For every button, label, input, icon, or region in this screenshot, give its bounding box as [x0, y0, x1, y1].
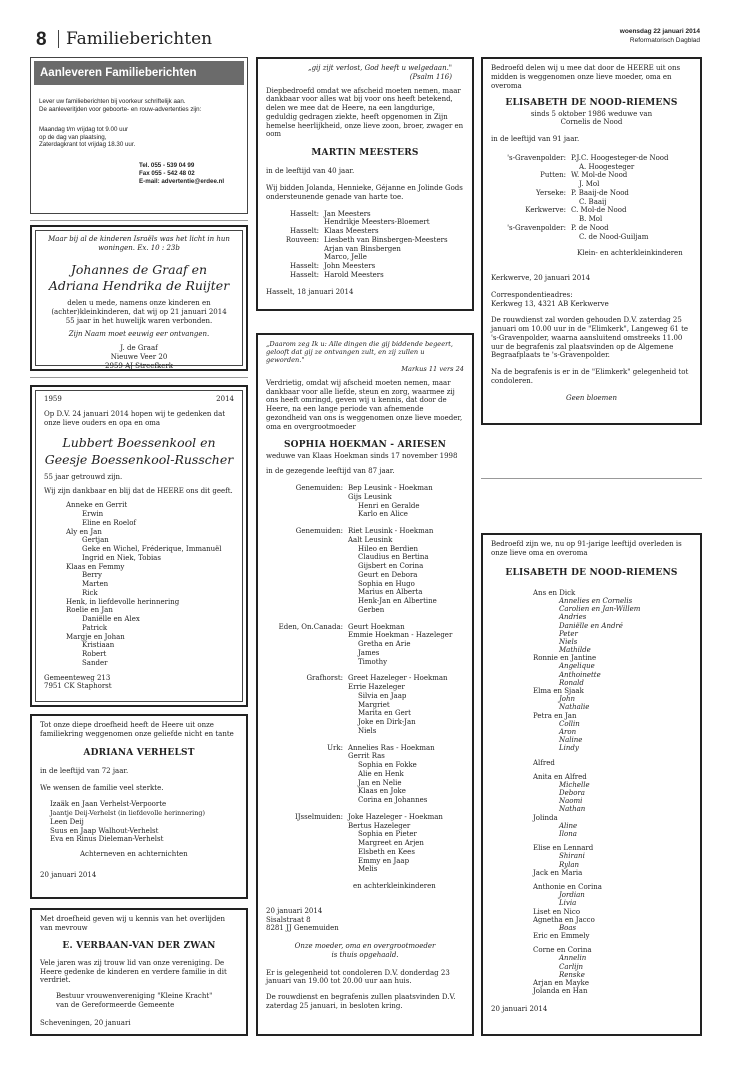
announcement-text: delen u mede, namens onze kinderen en [67, 299, 211, 307]
family-member: Geurt en Debora [358, 570, 418, 579]
couple-name: Adriana Hendrika de Ruijter [48, 277, 230, 293]
family-member: Joke en Dirk-Jan [358, 718, 416, 727]
family-member: Margriet [358, 700, 390, 709]
family-place: Hasselt: [289, 270, 319, 279]
grandkids-text: Klein- en achterkleinkinderen [577, 249, 683, 258]
family-member: P.J.C. Hoogesteger-de Nood [571, 153, 669, 162]
family-line: Suus en Jaap Walhout-Verhelst [50, 826, 159, 835]
family-place: Yerseke: [536, 188, 566, 197]
family-line: Leen Deij [50, 817, 84, 826]
family-member: Gretha en Arie [358, 640, 411, 649]
divider [30, 220, 248, 221]
family-place: 's-Gravenpolder: [507, 223, 566, 232]
family-member: Niels [559, 637, 578, 646]
address: 8281 JJ Genemuiden [266, 924, 339, 933]
place-date: Kerkwerve, 20 januari 2014 [491, 274, 591, 282]
phone: Tel. 055 - 539 04 99 [139, 162, 195, 170]
family-member: Marius en Alberta [358, 588, 423, 597]
family-member: Carlijn [559, 962, 584, 971]
family-place: Eden, On.Canada: [278, 622, 343, 631]
family-member: Renske [559, 970, 585, 979]
family-line: Ingrid en Niek, Tobias [82, 553, 161, 562]
after-text: Na de begrafenis is er in de "Elimkerk" gelegenheid tot condoleren. [491, 368, 689, 385]
family-member: Klaas Meesters [324, 227, 379, 235]
family-member: Geurt Hoekman [348, 622, 405, 631]
family-names [348, 527, 464, 615]
family-list [266, 210, 464, 280]
motto: is thuis opgehaald. [331, 950, 399, 959]
family-names [324, 227, 464, 236]
family-line: Margje en Johan [66, 632, 125, 641]
family-names [571, 171, 692, 189]
intro-text: Tot onze diepe droefheid heeft de Heere uit onze familiekring weggenomen onze geliefde nicht en tante [40, 721, 234, 738]
deceased-name: ADRIANA VERHELST [83, 747, 195, 758]
family-place: 's-Gravenpolder: [507, 153, 566, 162]
deceased-name: MARTIN MEESTERS [311, 148, 419, 158]
date: 20 januari 2014 [40, 870, 97, 879]
family-member: Ilona [559, 830, 577, 838]
family-member: Errie Hazeleger [348, 683, 405, 692]
family-member: Marita en Gert [358, 709, 411, 718]
family-member: J. Mol [579, 180, 600, 188]
family-member: Lindy [559, 744, 579, 753]
family-member: Claudius en Bertina [358, 553, 429, 562]
submission-hours: Maandag t/m vrijdag tot 9.00 uur [39, 125, 129, 133]
family-member: Debora [559, 789, 585, 798]
family-group [266, 484, 464, 519]
family-member: Corne en Corina [533, 946, 592, 955]
family-group [491, 154, 692, 172]
family-line: Henk, in liefdevolle herinnering [66, 597, 180, 606]
family-place: Hasselt: [289, 209, 319, 218]
family-group [266, 236, 464, 262]
family-line-text: Jaantje Deij-Verhelst (in liefdevolle herinnering) [50, 809, 205, 817]
funeral-text: De rouwdienst en begrafenis zullen plaatsvinden D.V. zaterdag 25 januari, in besloten kring. [266, 993, 456, 1010]
family-member: Ans en Dick [533, 588, 576, 597]
family-line [50, 809, 238, 818]
deceased-name: SOPHIA HOEKMAN - ARIESEN [283, 440, 447, 451]
family-member: Gijs Leusink [348, 492, 392, 501]
family-line: Daniëlle en Alex [82, 615, 140, 623]
body-text: Verdrietig, omdat wij afscheid moeten nemen, maar dankbaar voor alle liefde, steun en zorg, waarmee zij ons heeft omringd, geven wij u kennis, dat door de Heere, na een lange periode van afnemende gezondheid van ons is weggenomen onze lieve moeder, oma en overgrootmoeder [266, 378, 463, 431]
family-member: Shirani [559, 852, 585, 861]
family-group [491, 224, 692, 242]
announcement-text: Op D.V. 24 januari 2014 hopen wij te gedenken dat onze lieve ouders en opa en oma [44, 409, 226, 427]
family-member: Collin [559, 719, 580, 728]
family-group [491, 206, 692, 224]
family-member: Gerrit Ras [348, 752, 385, 761]
submission-hours: Zaterdagkrant tot vrijdag 18.30 uur. [39, 141, 136, 149]
family-line: Achterneven en achternichten [80, 850, 188, 858]
deceased-name: E. VERBAAN-VAN DER ZWAN [62, 940, 216, 951]
family-member: Liset en Nico [533, 907, 581, 916]
signature: J. de Graaf [120, 344, 158, 352]
announcement-text: 55 jaar in het huwelijk waren verbonden. [65, 316, 213, 325]
family-member: Corina en Johannes [358, 796, 428, 805]
family-names [348, 484, 464, 519]
couple-name: Johannes de Graaf en [70, 261, 208, 277]
date: 20 januari 2014 [491, 1005, 548, 1014]
family-member: Eric en Emmely [533, 932, 590, 941]
family-group [266, 674, 464, 735]
widow-text: Cornelis de Nood [560, 118, 623, 127]
family-member: Gerben [358, 605, 385, 614]
bible-ref: Markus 11 vers 24 [401, 364, 464, 373]
family-member: John [559, 695, 576, 704]
family-member: Sophia en Pieter [358, 830, 417, 839]
family-member: Aron [559, 727, 577, 736]
age-text: in de leeftijd van 91 jaar. [491, 135, 580, 143]
family-member: P. Baaij-de Nood [571, 188, 629, 197]
family-place: Grafhorst: [306, 674, 343, 683]
bible-quote: Maar bij al de kinderen Israëls was het licht in hun woningen. Ex. 10 : 23b [48, 235, 230, 252]
family-member: Greet Hazeleger - Hoekman [348, 674, 448, 683]
family-member: Elise en Lennard [533, 844, 594, 853]
family-member: Petra en Jan [533, 711, 577, 720]
family-group [266, 527, 464, 615]
family-names [571, 154, 692, 172]
header-paper: Reformatorisch Dagblad [629, 37, 700, 44]
intro-text: Bedroefd zijn we, nu op 91-jarige leeftijd overleden is onze lieve oma en overoma [491, 540, 682, 557]
family-member: Annelies en Cornelis [559, 596, 633, 605]
family-member: Melis [358, 865, 378, 874]
family-member: Angelique [559, 662, 595, 671]
anniversary-de-graaf [30, 225, 248, 371]
family-line: Patrick [82, 623, 108, 632]
married-years: 55 jaar getrouwd zijn. [44, 472, 123, 481]
family-member: B. Mol [579, 215, 603, 223]
address: 7951 CK Staphorst [44, 682, 112, 691]
family-member: Anita en Alfred [533, 772, 587, 781]
family-list [266, 484, 464, 874]
family-member: Klaas en Joke [358, 787, 406, 796]
family-place: Hasselt: [289, 262, 319, 270]
family-member: Sophia en Fokke [358, 761, 417, 770]
family-place: Kerkwerve: [525, 206, 566, 215]
family-group [491, 171, 692, 189]
board-line: van de Gereformeerde Gemeente [56, 1000, 175, 1009]
family-line: Berry [82, 571, 102, 580]
family-member: Anthonie en Corina [533, 882, 602, 891]
age-text: in de gezegende leeftijd van 87 jaar. [266, 467, 395, 476]
place-date: Scheveningen, 20 januari [40, 1018, 131, 1027]
family-member: Elsbeth en Kees [358, 847, 415, 856]
family-member: Michelle [559, 780, 590, 789]
family-member: Nathalie [559, 703, 590, 712]
family-member: Hendrikje Meesters-Bloemert [324, 218, 430, 227]
family-member: Joke Hazeleger - Hoekman [348, 812, 443, 821]
family-group [266, 210, 464, 228]
psalm-ref: (Psalm 116) [409, 72, 452, 81]
family-member: Jack en Maria [533, 868, 583, 877]
family-member: Jan Meesters [324, 209, 371, 218]
age-text: in de leeftijd van 40 jaar. [266, 167, 355, 176]
family-line: Kristiaan [82, 641, 115, 650]
family-member: Margreet en Arjen [358, 839, 424, 848]
family-names [571, 189, 692, 207]
couple-name: Geesje Boessenkool-Russcher [44, 451, 234, 467]
thanks-text: Wij zijn dankbaar en blij dat de HEERE ons dit geeft. [44, 486, 233, 495]
condolence-text: Er is gelegenheid tot condoleren D.V. donderdag 23 januari van 19.00 tot 20.00 uur aan huis. [266, 968, 450, 986]
family-member: Mathilde [559, 646, 591, 655]
family-place: Putten: [540, 171, 566, 180]
family-line: Aly en Jan [66, 527, 102, 536]
fax: Fax 055 - 542 48 02 [139, 169, 195, 177]
family-member: Marco, Jelle [324, 253, 367, 262]
prayer-text: Wij bidden Jolanda, Hennieke, Géjanne en Jolinde Gods ondersteunende genade van harte toe. [266, 184, 463, 201]
family-group [266, 262, 464, 271]
family-line: Rick [82, 588, 98, 597]
submission-hours: op de dag van plaatsing, [39, 133, 107, 141]
deceased-name: ELISABETH DE NOOD-RIEMENS [505, 98, 678, 109]
place-date: Hasselt, 18 januari 2014 [266, 287, 354, 296]
family-member: Boas [559, 923, 577, 932]
family-member: Arjan en Mayke [533, 979, 590, 987]
address: Sisalstraat 8 [266, 915, 311, 924]
family-member: Riet Leusink - Hoekman [348, 527, 434, 536]
family-member: Bep Leusink - Hoekman [348, 484, 433, 493]
family-member: Sophia en Hugo [358, 579, 415, 588]
family-place: Genemuiden: [295, 484, 343, 493]
family-member: Rylan [559, 860, 580, 869]
obituary-de-nood-1 [481, 57, 702, 425]
section-title: Familieberichten [66, 29, 213, 49]
family-member: Peter [559, 629, 578, 638]
header-divider [58, 30, 59, 48]
family-member: Alie en Henk [358, 769, 404, 778]
service-text: De rouwdienst zal worden gehouden D.V. zaterdag 25 januari om 10.00 uur in de "Elimkerk", Langeweg 61 te 's-Gravenpolder, waarna aansluitend omstreeks 11.00 uur de begrafenis zal plaatsvinden op de Algemene Begraafplaats te 's-Gravenpolder. [491, 316, 689, 360]
family-member: Carolien en Jan-Willem [559, 605, 641, 614]
family-member: Henri en Geralde [358, 501, 420, 510]
correspondence-address: Kerkweg 13, 4321 AB Kerkwerve [491, 299, 609, 308]
family-member: Ronald [559, 678, 584, 687]
family-member: James [358, 648, 380, 657]
family-line: Gertjan [82, 536, 109, 545]
family-member: Andries [559, 613, 587, 622]
family-place: Rouveen: [285, 235, 319, 244]
family-member: Annelies Ras - Hoekman [348, 743, 435, 752]
family-member: A. Hoogesteger [579, 162, 635, 171]
family-line: Sander [82, 658, 108, 667]
family-group [266, 227, 464, 236]
obituary-verbaan [30, 908, 248, 1036]
motto: Onze moeder, oma en overgrootmoeder [294, 942, 436, 951]
obituary-verhelst [30, 714, 248, 899]
email-link[interactable]: E-mail: advertentie@erdee.nl [139, 177, 225, 185]
family-member: C. Mol-de Nood [571, 206, 627, 215]
family-place: Urk: [327, 743, 343, 752]
family-member: Nathan [559, 805, 586, 814]
family-member: Aalt Leusink [348, 535, 393, 544]
family-member: Arjan van Binsbergen [324, 244, 401, 253]
family-group [491, 189, 692, 207]
family-line: Robert [82, 650, 107, 658]
family-names [571, 224, 692, 242]
family-member: John Meesters [324, 262, 376, 270]
family-member: Bertus Hazeleger [348, 821, 411, 830]
family-member: P. de Nood [571, 223, 609, 232]
submission-intro: De aanleveritjden voor geboorte- en rouw-advertenties zijn: [39, 106, 202, 114]
board-line: Bestuur vrouwenvereniging "Kleine Kracht" [56, 992, 213, 1000]
family-place: IJsselmuiden: [294, 812, 343, 821]
year-start: 1959 [44, 395, 62, 403]
family-member: Liesbeth van Binsbergen-Meesters [324, 235, 448, 244]
family-member: Ronnie en Jantine [533, 654, 597, 663]
family-line: Geke en Wichel, Fréderique, Immanuël [82, 545, 222, 553]
year-end: 2014 [216, 395, 234, 403]
family-names [348, 674, 464, 735]
family-member: Naomi [559, 797, 583, 806]
family-member: Agnetha en Jacco [533, 915, 595, 924]
family-member: C. Baaij [579, 197, 607, 206]
wish-text: We wensen de familie veel sterkte. [40, 783, 164, 792]
family-member: Anthoinette [559, 670, 601, 679]
body-text: Vele jaren was zij trouw lid van onze vereniging. De Heere gedenke de kinderen en verdere familie in dit verdriet. [40, 958, 227, 985]
address: Nieuwe Veer 20 [110, 352, 168, 361]
family-member: Hileo en Berdien [358, 544, 419, 553]
page-number: 8 [36, 29, 47, 50]
obituary-hoekman [256, 333, 474, 1036]
family-member: Annelin [559, 954, 587, 963]
family-member: Harold Meesters [324, 270, 384, 279]
obituary-meesters [256, 57, 474, 311]
announcement-text: (achter)kleinkinderen, dat wij op 21 januari 2014 [51, 307, 227, 316]
grandkids-text: en achterkleinkinderen [353, 882, 436, 891]
age-text: in de leeftijd van 72 jaar. [40, 766, 129, 775]
family-member: Daniëlle en André [559, 621, 623, 630]
family-member: Silvia en Jaap [358, 691, 407, 700]
date: 20 januari 2014 [266, 906, 323, 915]
obituary-de-nood-2 [481, 533, 702, 1036]
family-member: Emmy en Jaap [358, 856, 410, 865]
family-member: Henk-Jan en Albertine [358, 597, 437, 606]
correspondence-label: Correspondentieadres: [491, 290, 573, 299]
motto: Zijn Naam moet eeuwig eer ontvangen. [68, 330, 210, 339]
family-member: Niels [358, 726, 377, 735]
family-member: Aline [559, 821, 578, 830]
family-line: Izaäk en Jaan Verhelst-Verpoorte [50, 800, 167, 809]
page-header [36, 28, 700, 50]
intro-text: Bedroefd delen wij u mee dat door de HEERE uit ons midden is weggenomen onze lieve moeder, oma en overoma [491, 64, 681, 90]
family-member: Alfred [533, 758, 555, 767]
body-text: Diepbedroefd omdat we afscheid moeten nemen, maar dankbaar voor alles wat bij voor ons heeft betekend, delen we mee dat de Heere, na een langdurige, geduldig gedragen ziekte, heeft opgenomen in Zijn hemelse heerlijkheid, onze lieve zoon, broer, zwager en oom [266, 86, 464, 139]
divider [481, 478, 702, 479]
family-member: C. de Nood-Guiljam [579, 232, 649, 241]
family-names [324, 271, 464, 280]
couple-name: Lubbert Boessenkool en [62, 435, 216, 451]
family-member: W. Mol-de Nood [571, 171, 628, 180]
family-line: Erwin [82, 510, 104, 518]
family-group [266, 813, 464, 874]
family-names [348, 744, 464, 805]
divider [30, 377, 248, 378]
family-line: Marten [82, 580, 109, 588]
family-group [266, 271, 464, 280]
address: 2959 AJ Streefkerk [105, 361, 173, 370]
family-list [491, 589, 692, 996]
widow-text: sinds 5 oktober 1986 weduwe van [530, 109, 653, 118]
family-place: Genemuiden: [295, 527, 343, 536]
header-date: woensdag 22 januari 2014 [619, 28, 700, 35]
family-names [348, 623, 464, 667]
family-group [266, 744, 464, 805]
intro-text: Met droefheid geven wij u kennis van het overlijden van mevrouw [40, 915, 225, 932]
family-names [348, 813, 464, 874]
family-place: Hasselt: [289, 227, 319, 235]
psalm-quote: „gij zijt verlost, God heeft u welgedaan." [307, 64, 453, 72]
anniversary-boessenkool [30, 385, 248, 707]
family-list [491, 154, 692, 242]
submission-info-box [30, 57, 248, 214]
submission-intro: Lever uw familieberichten bij voorkeur schriftelijk aan. [39, 98, 186, 106]
family-group [266, 623, 464, 667]
family-line: Roelie en Jan [66, 606, 113, 615]
family-member: Jan en Nelie [358, 778, 402, 787]
family-member: Gijsbert en Corina [358, 562, 424, 571]
family-member: Naline [559, 736, 583, 745]
family-member: Timothy [358, 657, 388, 666]
family-names [571, 206, 692, 224]
family-member: Emmie Hoekman - Hazeleger [348, 631, 453, 640]
family-member: Jordian [559, 891, 585, 900]
family-line: Eva en Rinus Dieleman-Verhelst [50, 835, 164, 844]
family-line: Anneke en Gerrit [66, 501, 128, 510]
family-member: Elma en Sjaak [533, 687, 584, 695]
bible-quote: „Daarom zeg Ik u: Alle dingen die gij biddende begeert, gelooft dat gij ze ontvangen zult, en zij zullen u geworden." [266, 340, 453, 365]
family-member: Livia [559, 899, 577, 908]
submission-title: Aanleveren Familieberichten [34, 61, 244, 85]
no-flowers: Geen bloemen [566, 393, 617, 402]
family-names [324, 236, 464, 262]
address: Gemeenteweg 213 [44, 673, 111, 682]
family-line: Eline en Roelof [82, 518, 137, 527]
family-member: Jolinda [533, 813, 558, 822]
family-names [324, 262, 464, 271]
family-names [324, 210, 464, 228]
deceased-name: ELISABETH DE NOOD-RIEMENS [505, 567, 678, 578]
family-line: Klaas en Femmy [66, 562, 125, 571]
family-member: Jolanda en Han [533, 987, 588, 996]
family-member: Karlo en Alice [358, 510, 408, 519]
widow-text: weduwe van Klaas Hoekman sinds 17 november 1998 [266, 451, 458, 460]
